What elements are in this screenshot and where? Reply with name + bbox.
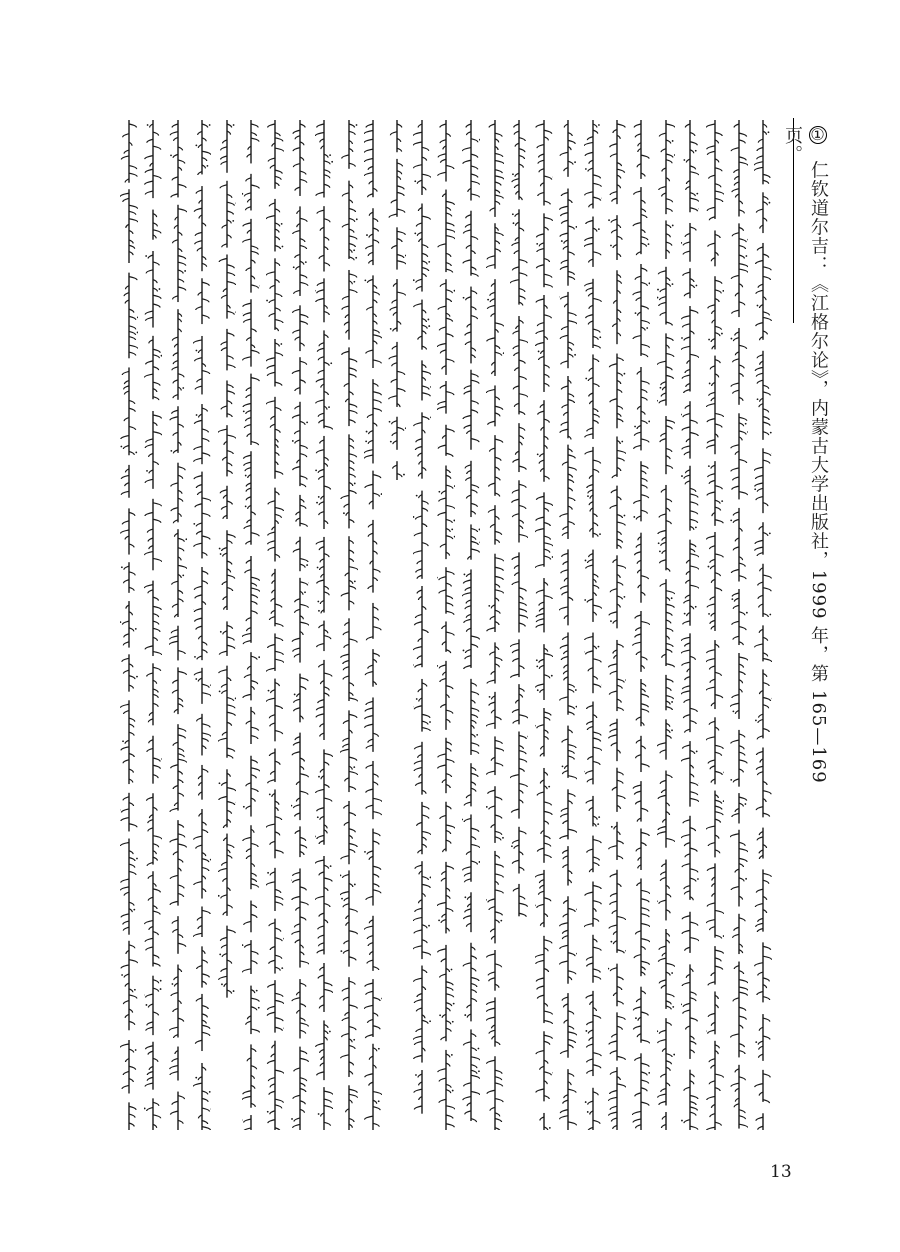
text-column <box>291 120 309 1130</box>
text-column <box>242 120 260 1130</box>
text-column <box>535 120 553 1130</box>
text-column <box>388 120 406 480</box>
text-column <box>144 120 162 1130</box>
text-column <box>193 120 211 1130</box>
text-column <box>315 120 333 1130</box>
text-column <box>364 120 382 1130</box>
text-column <box>681 120 699 1130</box>
text-column <box>340 120 358 1130</box>
text-column <box>486 120 504 1130</box>
text-column <box>120 120 138 1130</box>
text-column <box>584 120 602 1130</box>
text-column <box>218 120 236 1000</box>
text-column <box>266 120 284 1130</box>
text-column <box>169 120 187 1130</box>
text-column <box>608 120 626 1130</box>
text-column <box>510 120 528 920</box>
text-column <box>754 120 772 1130</box>
footnote <box>782 125 831 786</box>
text-column <box>706 120 724 1130</box>
text-column <box>730 120 748 1130</box>
footnote-marker: ① <box>810 125 826 144</box>
text-column <box>559 120 577 1130</box>
text-column <box>413 120 431 1130</box>
footnote-text: 仁钦道尔吉：《江格尔论》，内蒙古大学出版社，1999 年，第 165—169 页。 <box>782 126 829 784</box>
page-number: 13 <box>770 1162 792 1182</box>
text-column <box>462 120 480 1130</box>
text-column <box>632 120 650 1130</box>
text-column <box>657 120 675 1130</box>
text-column <box>437 120 455 1130</box>
